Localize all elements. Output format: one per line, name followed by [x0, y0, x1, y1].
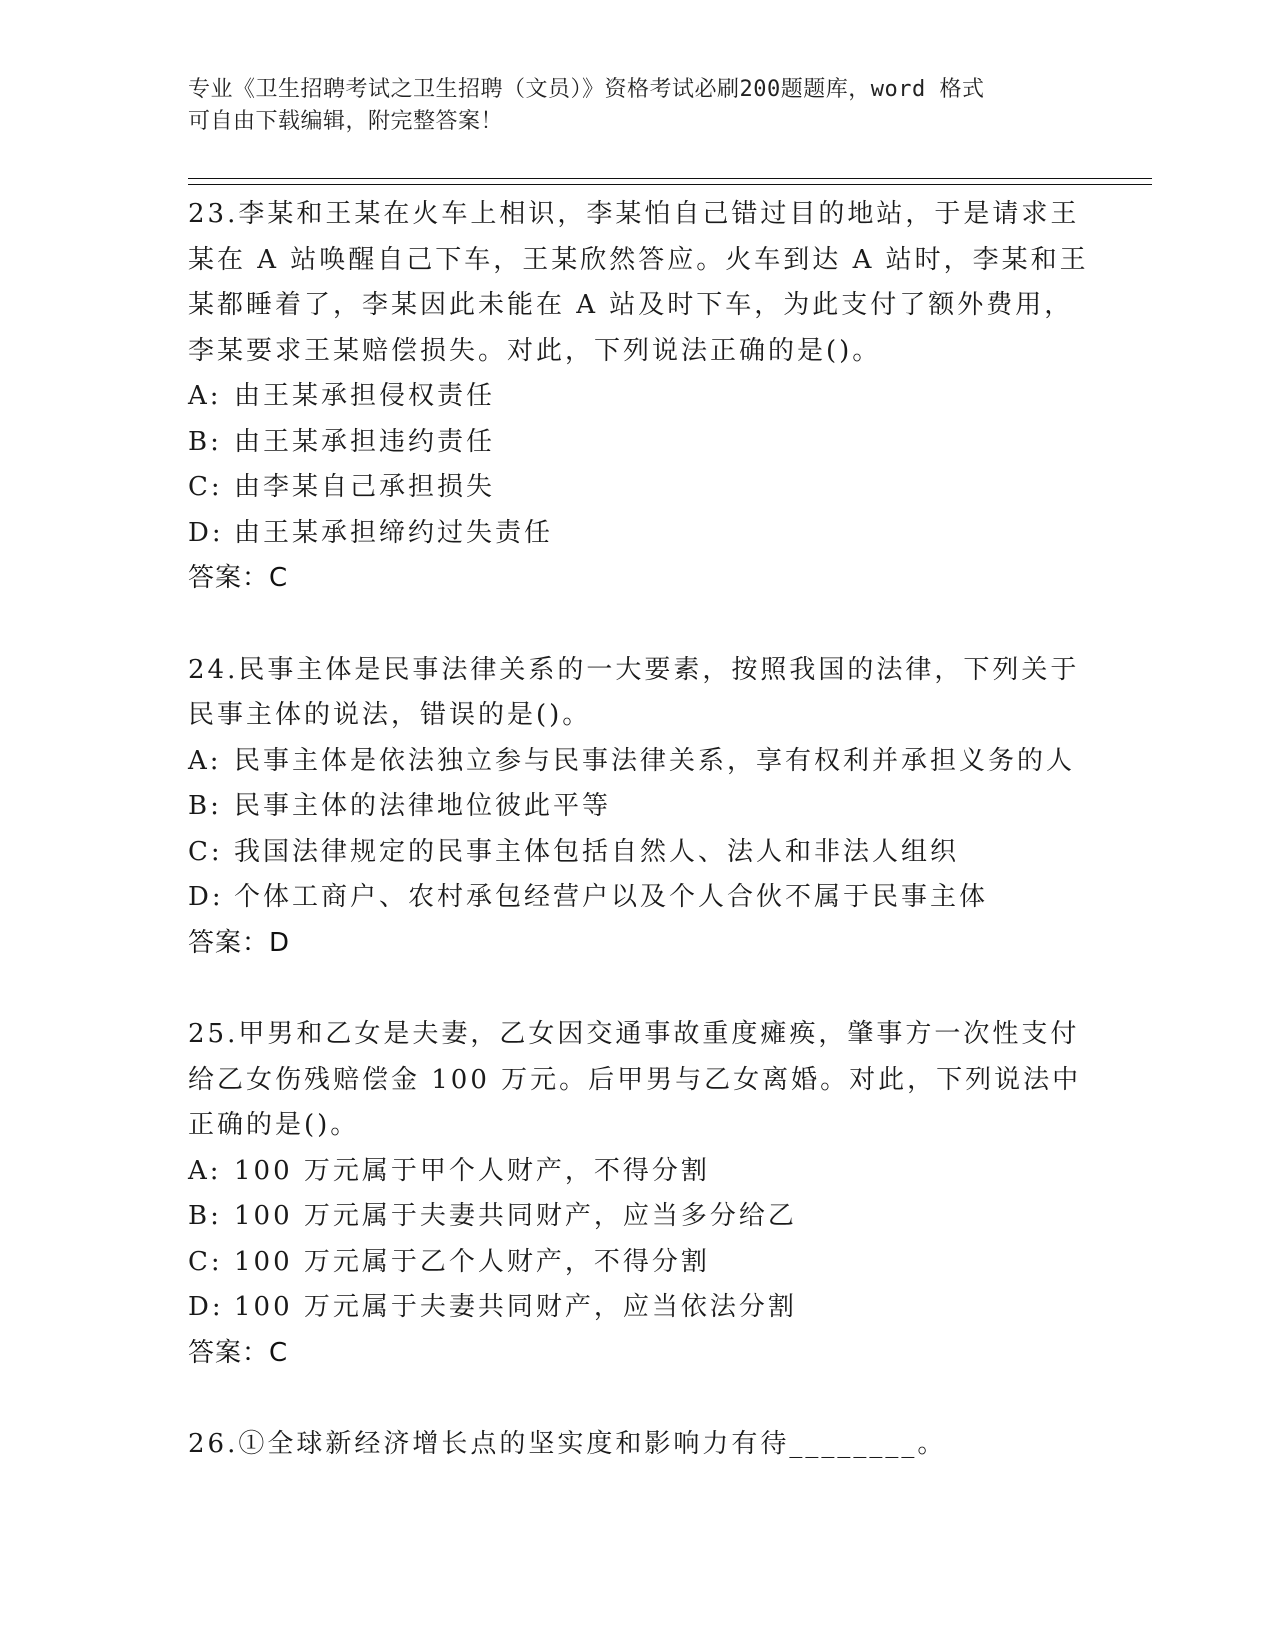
option-text: 100 万元属于夫妻共同财产，应当依法分割 — [234, 1292, 797, 1322]
option-text: 由王某承担违约责任 — [234, 426, 496, 457]
question-stem-line: 民事主体的说法，错误的是()。 — [188, 700, 592, 730]
question-stem — [188, 1012, 1088, 1149]
question-stem-line: 正确的是()。 — [188, 1110, 360, 1140]
question-stem-line: 某在 A 站唤醒自己下车，王某欣然答应。火车到达 A 站时，李某和王 — [188, 244, 1089, 275]
answer-option — [188, 1240, 1088, 1286]
option-text: 民事主体的法律地位彼此平等 — [234, 791, 612, 821]
answer-option — [188, 739, 1088, 785]
question-block — [188, 1012, 1088, 1376]
answer-option — [188, 1285, 1088, 1331]
question-stem-line: 24.民事主体是民事法律关系的一大要素，按照我国的法律，下列关于 — [188, 654, 1080, 685]
answer-key: 答案：D — [188, 927, 291, 958]
question-block — [188, 1422, 1088, 1468]
header-divider-top — [188, 178, 1152, 179]
option-text: 个体工商户、农村承包经营户以及个人合伙不属于民事主体 — [234, 882, 989, 912]
header-line-1: 专业《卫生招聘考试之卫生招聘（文员）》资格考试必刷200题题库，word 格式 — [188, 77, 985, 102]
option-text: 民事主体是依法独立参与民事法律关系，享有权利并承担义务的人 — [234, 745, 1076, 776]
option-key: A: — [188, 381, 222, 411]
answer-option — [188, 1149, 1088, 1195]
question-block — [188, 192, 1088, 602]
answer-option — [188, 830, 1088, 876]
option-key: D: — [188, 1292, 224, 1322]
answer-option — [188, 374, 1088, 420]
answer-option — [188, 1194, 1088, 1240]
question-stem-line: 23.李某和王某在火车上相识，李某怕自己错过目的地站，于是请求王 — [188, 199, 1080, 229]
document-header — [188, 74, 1068, 138]
option-text: 我国法律规定的民事主体包括自然人、法人和非法人组织 — [234, 836, 960, 867]
option-key: B: — [188, 791, 222, 821]
option-key: C: — [188, 836, 223, 867]
answer-option — [188, 420, 1088, 466]
option-key: B: — [188, 426, 222, 457]
answer-option — [188, 465, 1088, 511]
question-list — [188, 192, 1088, 1514]
question-stem-line: 25.甲男和乙女是夫妻，乙女因交通事故重度瘫痪，肇事方一次性支付 — [188, 1019, 1080, 1049]
header-divider-bottom — [188, 184, 1152, 185]
answer-option — [188, 875, 1088, 921]
option-key: D: — [188, 882, 224, 912]
question-stem — [188, 192, 1088, 374]
option-key: D: — [188, 517, 224, 548]
question-stem — [188, 648, 1088, 739]
option-key: A: — [188, 745, 222, 776]
option-key: C: — [188, 1246, 223, 1277]
header-line-2: 可自由下载编辑，附完整答案！ — [188, 109, 504, 134]
answer-key: 答案：C — [188, 563, 289, 593]
option-text: 100 万元属于乙个人财产，不得分割 — [234, 1246, 710, 1277]
answer-option — [188, 784, 1088, 830]
option-text: 100 万元属于甲个人财产，不得分割 — [234, 1155, 710, 1186]
answer-key: 答案：C — [188, 1337, 289, 1368]
question-stem-line: 李某要求王某赔偿损失。对此，下列说法正确的是()。 — [188, 335, 882, 366]
question-stem-line: 26.①全球新经济增长点的坚实度和影响力有待________。 — [188, 1429, 947, 1459]
option-key: A: — [188, 1155, 222, 1186]
option-text: 由王某承担缔约过失责任 — [234, 517, 554, 548]
option-text: 由李某自己承担损失 — [234, 472, 496, 502]
question-stem-line: 给乙女伤残赔偿金 100 万元。后甲男与乙女离婚。对此，下列说法中 — [188, 1064, 1082, 1095]
option-key: C: — [188, 472, 223, 502]
option-text: 100 万元属于夫妻共同财产，应当多分给乙 — [234, 1201, 797, 1231]
option-text: 由王某承担侵权责任 — [234, 381, 496, 411]
question-stem-line: 某都睡着了，李某因此未能在 A 站及时下车，为此支付了额外费用， — [188, 290, 1074, 320]
question-block — [188, 648, 1088, 967]
option-key: B: — [188, 1201, 222, 1231]
answer-option — [188, 511, 1088, 557]
question-stem — [188, 1422, 1088, 1468]
